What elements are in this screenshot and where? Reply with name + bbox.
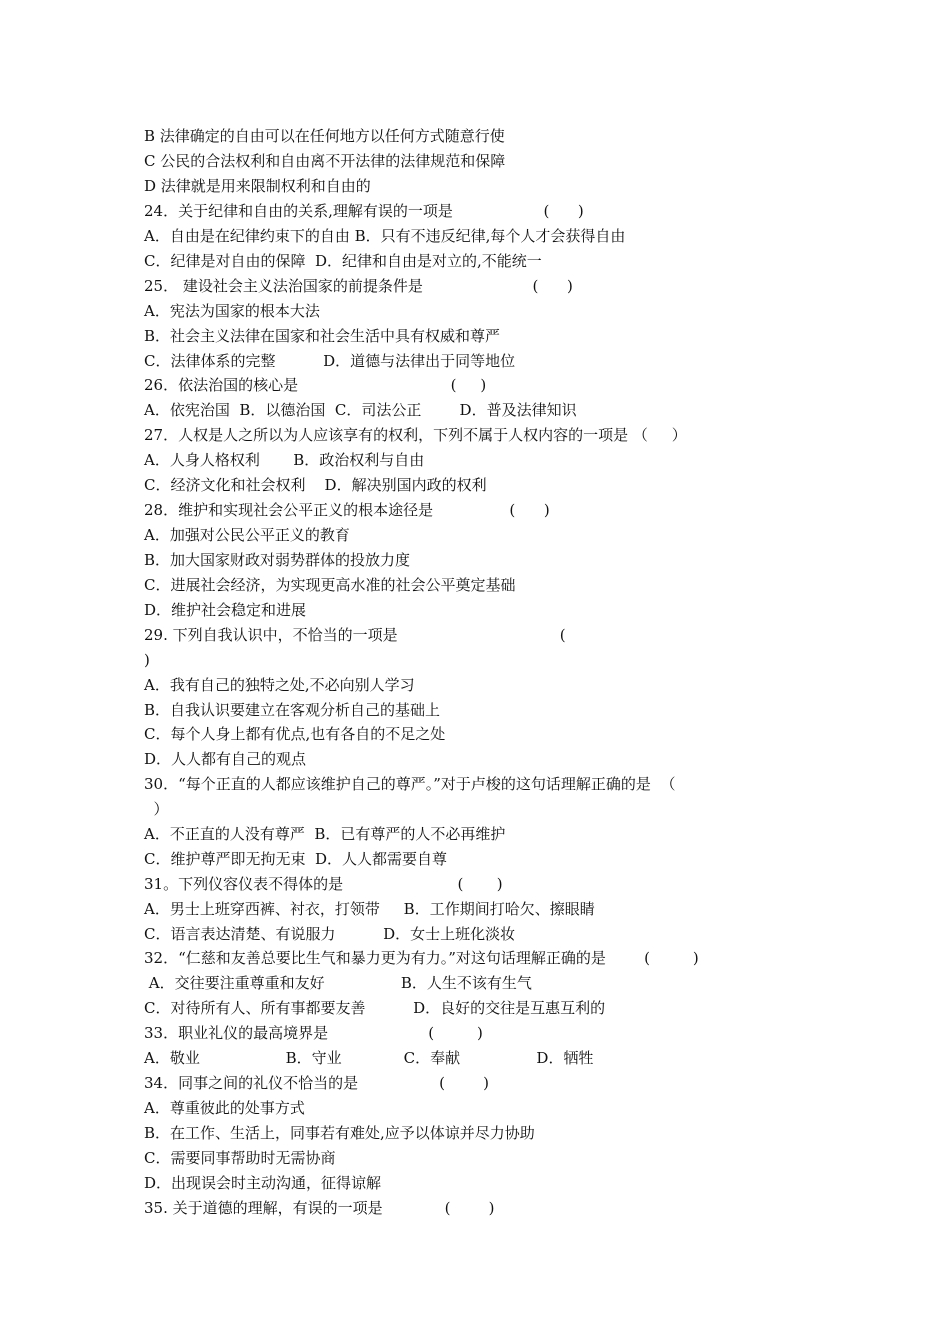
question-33: 33．职业礼仪的最高境界是 ( )	[144, 1024, 483, 1042]
text-line: C．经济文化和社会权利 D．解决别国内政的权利	[144, 476, 487, 494]
question-31: 31。下列仪容仪表不得体的是 ( )	[144, 875, 503, 893]
text-line: D．维护社会稳定和进展	[144, 601, 307, 619]
text-line: B．社会主义法律在国家和社会生活中具有权威和尊严	[144, 327, 501, 345]
text-line: B．在工作、生活上，同事若有难处,应予以体谅并尽力协助	[144, 1124, 535, 1142]
text-line: A．男士上班穿西裤、衬衣，打领带 B．工作期间打哈欠、擦眼睛	[144, 900, 595, 918]
text-line: A．尊重彼此的处事方式	[144, 1099, 305, 1117]
text-line: C．每个人身上都有优点,也有各自的不足之处	[144, 725, 446, 743]
text-line: C．法律体系的完整 D．道德与法律出于同等地位	[144, 352, 516, 370]
text-line: C．进展社会经济，为实现更高水准的社会公平奠定基础	[144, 576, 516, 594]
question-34: 34．同事之间的礼仪不恰当的是 ( )	[144, 1074, 489, 1092]
text-line: C．语言表达清楚、有说服力 D．女士上班化淡妆	[144, 925, 516, 943]
question-29: 29. 下列自我认识中，不恰当的一项是 (	[144, 626, 566, 644]
text-line: C 公民的合法权利和自由离不开法律的法律规范和保障	[144, 152, 506, 170]
text-line: B．自我认识要建立在客观分析自己的基础上	[144, 701, 441, 719]
text-line: B．加大国家财政对弱势群体的投放力度	[144, 551, 411, 569]
question-27: 27．人权是人之所以为人应该享有的权利，下列不属于人权内容的一项是 （ ）	[144, 426, 687, 444]
text-line: A．加强对公民公平正义的教育	[144, 526, 350, 544]
text-line: A．敬业 B．守业 C．奉献 D．牺牲	[144, 1049, 594, 1067]
question-30: 30．“每个正直的人都应该维护自己的尊严。”对于卢梭的这句话理解正确的是 （	[144, 775, 676, 793]
question-35: 35. 关于道德的理解，有误的一项是 ( )	[144, 1199, 495, 1217]
text-line: ）	[144, 800, 169, 818]
text-line: D 法律就是用来限制权利和自由的	[144, 177, 371, 195]
text-line: C．纪律是对自由的保障 D．纪律和自由是对立的,不能统一	[144, 252, 542, 270]
question-32: 32．“仁慈和友善总要比生气和暴力更为有力。”对这句话理解正确的是 ( )	[144, 949, 699, 967]
text-line: C．对待所有人、所有事都要友善 D．良好的交往是互惠互利的	[144, 999, 606, 1017]
text-line: A．自由是在纪律约束下的自由 B．只有不违反纪律,每个人才会获得自由	[144, 227, 626, 245]
text-line: C．需要同事帮助时无需协商	[144, 1149, 336, 1167]
text-line: A．不正直的人没有尊严 B．已有尊严的人不必再维护	[144, 825, 506, 843]
text-line: C．维护尊严即无拘无束 D．人人都需要自尊	[144, 850, 448, 868]
question-26: 26．依法治国的核心是 ( )	[144, 376, 487, 394]
text-line: )	[144, 651, 150, 669]
question-28: 28．维护和实现社会公平正义的根本途径是 ( )	[144, 501, 550, 519]
text-line: B 法律确定的自由可以在任何地方以任何方式随意行使	[144, 127, 505, 145]
text-line: A．交往要注重尊重和友好 B．人生不该有生气	[144, 974, 532, 992]
text-line: A．宪法为国家的根本大法	[144, 302, 320, 320]
text-line: A．我有自己的独特之处,不必向别人学习	[144, 676, 415, 694]
question-24: 24．关于纪律和自由的关系,理解有误的一项是 ( )	[144, 202, 584, 220]
text-line: D．出现误会时主动沟通，征得谅解	[144, 1174, 382, 1192]
text-line: A．依宪治国 B．以德治国 C．司法公正 D．普及法律知识	[144, 401, 577, 419]
text-line: D．人人都有自己的观点	[144, 750, 307, 768]
text-line: A．人身人格权利 B．政治权利与自由	[144, 451, 425, 469]
question-25: 25． 建设社会主义法治国家的前提条件是 ( )	[144, 277, 573, 295]
